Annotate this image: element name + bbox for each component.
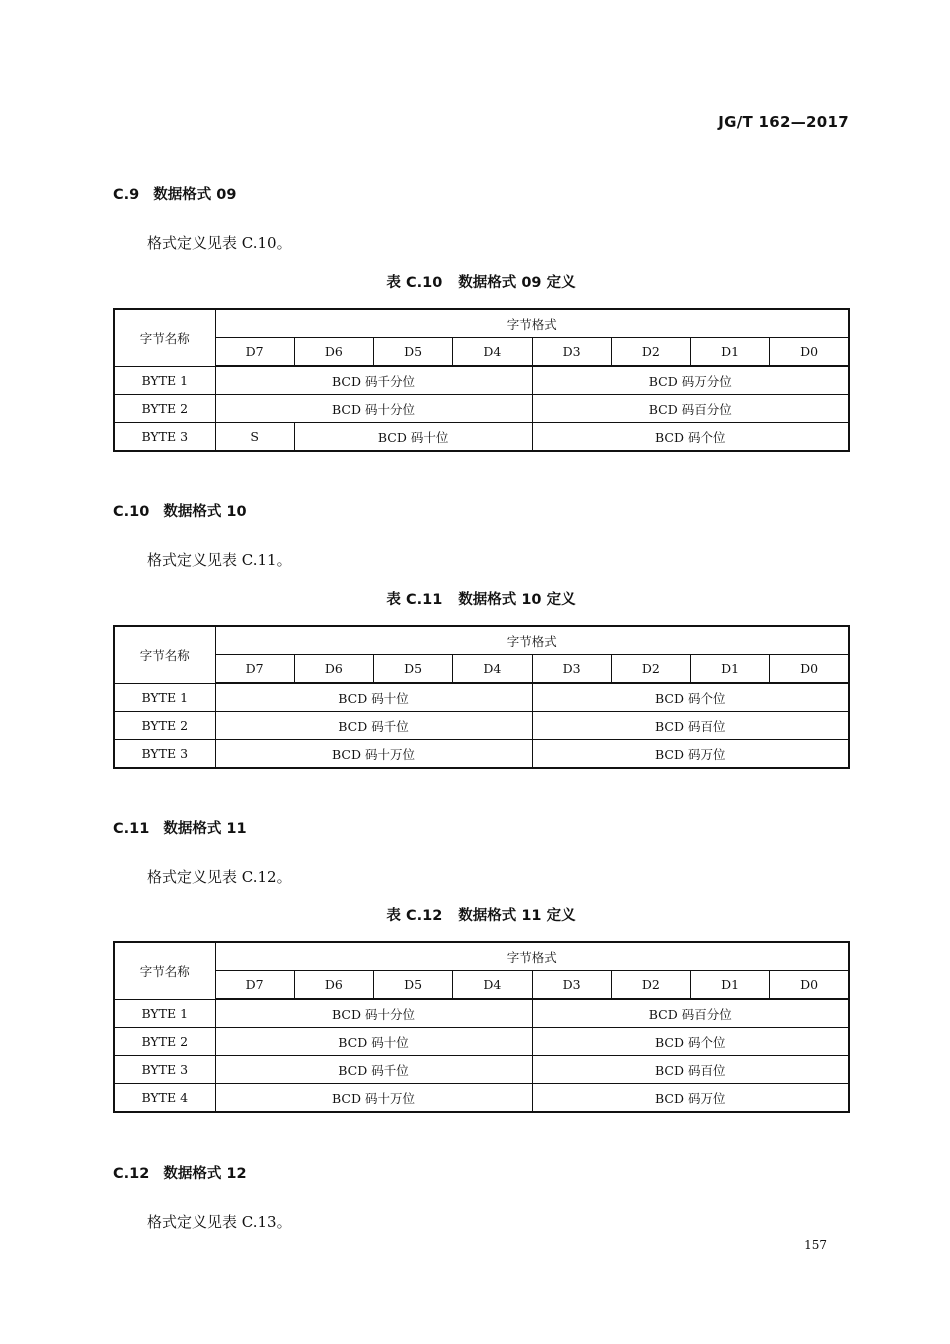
byte-name-header: 字节名称 — [114, 626, 215, 683]
table-caption-title: 数据格式 09 定义 — [458, 275, 576, 291]
low-nibble-cell: BCD 码万分位 — [532, 366, 849, 395]
bit-header: D4 — [453, 971, 532, 1000]
byte-label: BYTE 1 — [114, 999, 215, 1028]
table-row — [114, 1084, 849, 1113]
byte-label: BYTE 1 — [114, 683, 215, 712]
table-caption-number: 表 C.10 — [386, 275, 443, 291]
high-nibble-cell: BCD 码千位 — [215, 1056, 532, 1084]
bit-header: D0 — [770, 338, 849, 367]
bit-header: D6 — [294, 655, 373, 684]
bit-header: D1 — [691, 655, 770, 684]
table-c11 — [113, 625, 850, 769]
table-caption-title: 数据格式 11 定义 — [458, 908, 576, 924]
bit-header: D0 — [770, 971, 849, 1000]
table-caption-c11 — [0, 588, 950, 609]
bit-header: D0 — [770, 655, 849, 684]
high-nibble-cell: BCD 码十位 — [294, 423, 532, 452]
byte-label: BYTE 2 — [114, 1028, 215, 1056]
section-heading-c10 — [113, 500, 247, 521]
section-number: C.12 — [113, 1166, 150, 1182]
low-nibble-cell: BCD 码百分位 — [532, 395, 849, 423]
byte-format-header: 字节格式 — [215, 942, 849, 971]
section-heading-c11 — [113, 817, 247, 838]
bit-header: D4 — [453, 338, 532, 367]
bit-header: D4 — [453, 655, 532, 684]
byte-label: BYTE 3 — [114, 423, 215, 452]
section-title: 数据格式 09 — [153, 187, 237, 203]
high-nibble-cell: BCD 码十万位 — [215, 740, 532, 769]
bit-header: D1 — [691, 971, 770, 1000]
low-nibble-cell: BCD 码个位 — [532, 1028, 849, 1056]
high-nibble-cell: BCD 码十万位 — [215, 1084, 532, 1113]
section-title: 数据格式 11 — [163, 821, 247, 837]
bit-header: D2 — [611, 338, 690, 367]
high-nibble-cell: BCD 码千位 — [215, 712, 532, 740]
section-heading-c9 — [113, 183, 236, 204]
section-title: 数据格式 10 — [163, 504, 247, 520]
section-heading-c12 — [113, 1162, 247, 1183]
table-row — [114, 683, 849, 712]
table-row — [114, 1028, 849, 1056]
paragraph-c12: 格式定义见表 C.13。 — [147, 1213, 292, 1231]
low-nibble-cell: BCD 码万位 — [532, 740, 849, 769]
bit-header: D7 — [215, 338, 294, 367]
bit-header: D5 — [374, 338, 453, 367]
table-caption-number: 表 C.11 — [386, 592, 443, 608]
byte-label: BYTE 2 — [114, 712, 215, 740]
bit-header: D7 — [215, 971, 294, 1000]
bit-header: D3 — [532, 338, 611, 367]
byte-format-header: 字节格式 — [215, 309, 849, 338]
byte-label: BYTE 4 — [114, 1084, 215, 1113]
byte-label: BYTE 2 — [114, 395, 215, 423]
table-header-row — [114, 942, 849, 971]
section-number: C.10 — [113, 504, 150, 520]
table-row — [114, 712, 849, 740]
bit-header-row — [114, 655, 849, 684]
bit-header: D3 — [532, 655, 611, 684]
high-nibble-cell: BCD 码十分位 — [215, 395, 532, 423]
table-row — [114, 366, 849, 395]
low-nibble-cell: BCD 码百分位 — [532, 999, 849, 1028]
table-caption-c12 — [0, 904, 950, 925]
bit-header: D7 — [215, 655, 294, 684]
table-row — [114, 395, 849, 423]
bit-header: D5 — [374, 655, 453, 684]
standard-code: JG/T 162—2017 — [718, 113, 849, 131]
byte-label: BYTE 3 — [114, 1056, 215, 1084]
byte-label: BYTE 3 — [114, 740, 215, 769]
bit-header: D5 — [374, 971, 453, 1000]
bit-header: D6 — [294, 971, 373, 1000]
low-nibble-cell: BCD 码个位 — [532, 683, 849, 712]
table-row — [114, 999, 849, 1028]
table-header-row — [114, 309, 849, 338]
bit-header: D3 — [532, 971, 611, 1000]
low-nibble-cell: BCD 码万位 — [532, 1084, 849, 1113]
section-number: C.11 — [113, 821, 150, 837]
low-nibble-cell: BCD 码百位 — [532, 712, 849, 740]
low-nibble-cell: BCD 码百位 — [532, 1056, 849, 1084]
table-caption-c10 — [0, 271, 950, 292]
section-number: C.9 — [113, 187, 140, 203]
bit-header-row — [114, 338, 849, 367]
table-row — [114, 423, 849, 452]
high-nibble-cell: BCD 码十位 — [215, 1028, 532, 1056]
byte-label: BYTE 1 — [114, 366, 215, 395]
table-row — [114, 740, 849, 769]
paragraph-c9: 格式定义见表 C.10。 — [147, 234, 292, 252]
paragraph-c11: 格式定义见表 C.12。 — [147, 868, 292, 886]
table-row — [114, 1056, 849, 1084]
high-nibble-cell: BCD 码十位 — [215, 683, 532, 712]
byte-name-header: 字节名称 — [114, 309, 215, 366]
bit-header: D1 — [691, 338, 770, 367]
table-header-row — [114, 626, 849, 655]
sign-bit-cell: S — [215, 423, 294, 452]
table-caption-title: 数据格式 10 定义 — [458, 592, 576, 608]
table-caption-number: 表 C.12 — [386, 908, 443, 924]
table-c10 — [113, 308, 850, 452]
paragraph-c10: 格式定义见表 C.11。 — [147, 551, 292, 569]
bit-header-row — [114, 971, 849, 1000]
high-nibble-cell: BCD 码十分位 — [215, 999, 532, 1028]
high-nibble-cell: BCD 码千分位 — [215, 366, 532, 395]
low-nibble-cell: BCD 码个位 — [532, 423, 849, 452]
byte-name-header: 字节名称 — [114, 942, 215, 999]
page-number: 157 — [804, 1238, 827, 1252]
bit-header: D2 — [611, 971, 690, 1000]
byte-format-header: 字节格式 — [215, 626, 849, 655]
section-title: 数据格式 12 — [163, 1166, 247, 1182]
table-c12 — [113, 941, 850, 1113]
bit-header: D2 — [611, 655, 690, 684]
bit-header: D6 — [294, 338, 373, 367]
